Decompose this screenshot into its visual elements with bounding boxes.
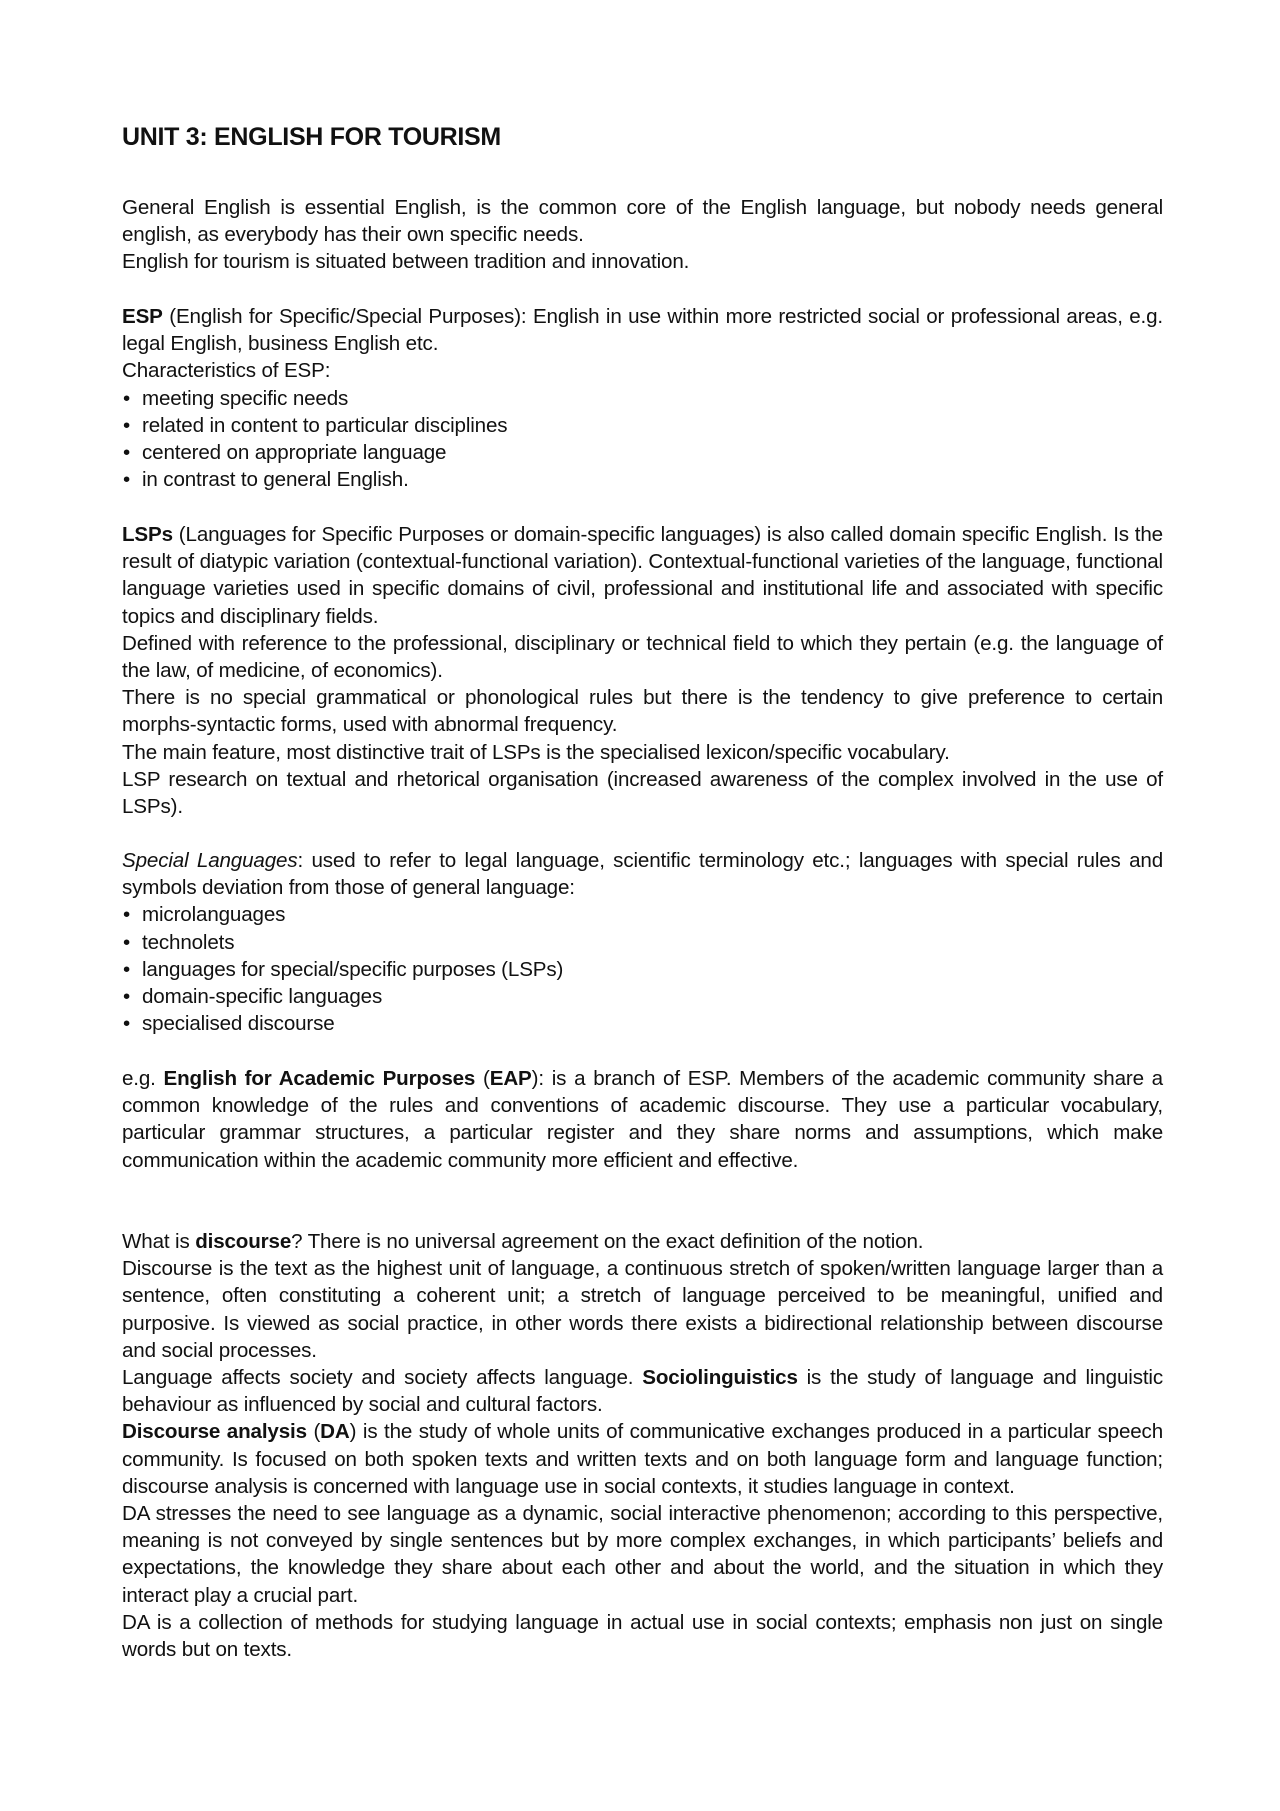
lsp-definition (122, 521, 1163, 630)
esp-definition-text: (English for Specific/Special Purposes): English in use within more restricted social or professional areas, e.g. legal English, business English etc. (122, 305, 1163, 356)
intro-paragraph: General English is essential English, is the common core of the English language, but nobody needs general english, as everybody has their own specific needs. (122, 196, 1163, 247)
special-languages-definition (122, 847, 1163, 901)
eap-prefix: e.g. (122, 1067, 164, 1090)
list-item: • languages for special/specific purposes (LSPs) (122, 956, 1163, 983)
list-item: • technolets (122, 929, 1163, 956)
lsp-paragraph: Defined with reference to the professional, disciplinary or technical field to which they pertain (e.g. the language of the law, of medicine, of economics). (122, 631, 1163, 683)
list-item: • related in content to particular disciplines (122, 412, 1163, 439)
esp-characteristics-heading: Characteristics of ESP: (122, 359, 331, 383)
lsp-paragraph: LSP research on textual and rhetorical organisation (increased awareness of the complex involved in the use of LSPs). (122, 767, 1163, 819)
esp-section (122, 303, 1163, 493)
discourse-question-prefix: What is (122, 1230, 196, 1253)
discourse-paragraph: Discourse is the text as the highest unit of language, a continuous stretch of spoken/written language larger than a sentence, often constituting a coherent unit; a stretch of language perceived to be meaningful, unified and purposive. Is viewed as social practice, in other words there exists a bidirectional relationship between discourse and social processes. (122, 1257, 1163, 1362)
list-item: • centered on appropriate language (122, 439, 1163, 466)
special-languages-definition-text: : used to refer to legal language, scientific terminology etc.; languages with special rules and symbols deviation from those of general language: (122, 849, 1164, 900)
lsp-paragraph: There is no special grammatical or phonological rules but there is the tendency to give preference to certain morphs-syntactic forms, used with abnormal frequency. (122, 686, 1163, 737)
discourse-analysis-term: Discourse analysis (122, 1420, 307, 1444)
sociolinguistics-suffix: is the study of language and linguistic behaviour as influenced by social and cultural factors. (122, 1366, 1163, 1417)
esp-term: ESP (122, 305, 163, 328)
discourse-term: discourse (195, 1230, 292, 1253)
list-item: • meeting specific needs (122, 385, 1163, 412)
discourse-analysis-mid: ( (306, 1420, 321, 1444)
special-languages-section (122, 847, 1163, 1037)
page-title: UNIT 3: ENGLISH FOR TOURISM (122, 123, 501, 151)
lsp-section (122, 521, 1163, 820)
eap-definition-text: ): is a branch of ESP. Members of the academic community share a common knowledge of the rules and conventions of academic discourse. They use a particular vocabulary, particular grammar structures, a particular register and they share norms and assumptions, which make communication within the academic community more efficient and effective. (122, 1067, 1163, 1172)
esp-characteristics-list (122, 385, 1163, 494)
discourse-section (122, 1228, 1163, 1663)
eap-section (122, 1065, 1163, 1174)
discourse-paragraph: DA is a collection of methods for studying language in actual use in social contexts; emphasis non just on single words but on texts. (122, 1610, 1163, 1662)
discourse-analysis-paragraph (122, 1418, 1163, 1500)
sociolinguistics-paragraph (122, 1364, 1163, 1418)
discourse-analysis-suffix: ) is the study of whole units of communicative exchanges produced in a particular speech community. Is focused on both spoken texts and written texts and on both language form and language function; discourse analysis is concerned with language use in social contexts, it studies language in context. (122, 1420, 1163, 1498)
sociolinguistics-term: Sociolinguistics (642, 1366, 798, 1390)
esp-definition (122, 303, 1163, 357)
list-item: • specialised discourse (122, 1010, 1163, 1037)
eap-term: English for Academic Purposes (163, 1067, 476, 1090)
intro-paragraph: English for tourism is situated between tradition and innovation. (122, 250, 690, 274)
discourse-paragraph: DA stresses the need to see language as a dynamic, social interactive phenomenon; according to this perspective, meaning is not conveyed by single sentences but by more complex exchanges, in which participants’ beliefs and expectations, the knowledge they share about each other and about the world, and the situation in which they interact play a crucial part. (122, 1502, 1163, 1607)
eap-paragraph (122, 1065, 1163, 1174)
intro-section (122, 194, 1163, 276)
special-languages-list (122, 901, 1163, 1037)
lsp-term: LSPs (122, 523, 173, 546)
discourse-question (122, 1228, 1163, 1255)
lsp-definition-text: (Languages for Specific Purposes or domain-specific languages) is also called domain specific English. Is the result of diatypic variation (contextual-functional variation). Contextual-functional varieties of the language, functional language varieties used in specific domains of civil, professional and institutional life and associated with specific topics and disciplinary fields. (122, 523, 1163, 628)
sociolinguistics-prefix: Language affects society and society affects language. (122, 1366, 643, 1390)
discourse-question-suffix: ? There is no universal agreement on the exact definition of the notion. (291, 1230, 924, 1253)
list-item: • in contrast to general English. (122, 466, 1163, 493)
list-item: • microlanguages (122, 901, 1163, 928)
list-item: • domain-specific languages (122, 983, 1163, 1010)
eap-mid: ( (475, 1067, 490, 1090)
eap-abbr: EAP (489, 1067, 532, 1090)
discourse-analysis-abbr: DA (320, 1420, 350, 1444)
special-languages-term: Special Languages (122, 849, 298, 872)
lsp-paragraph: The main feature, most distinctive trait of LSPs is the specialised lexicon/specific vocabulary. (122, 740, 950, 764)
